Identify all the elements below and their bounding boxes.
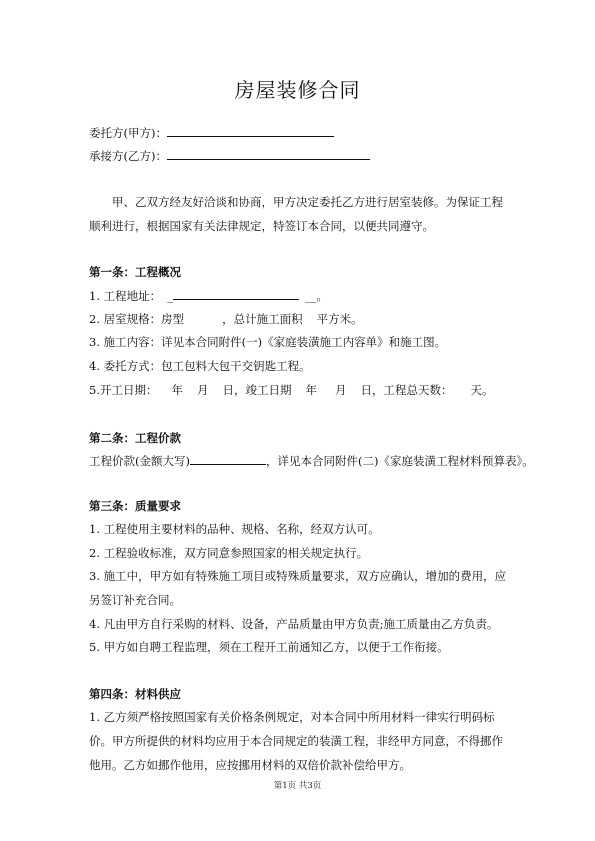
section-1-item-5 [89, 382, 493, 398]
section-3-item-1: 1. 工程使用主要材料的品种、规格、名称，经双方认可。 [89, 522, 380, 536]
price-suffix: ，详见本合同附件(二)《家庭装潢工程材料预算表》。 [265, 454, 534, 468]
client-blank-field[interactable] [167, 125, 334, 137]
total-days-label: 日，工程总天数： [360, 383, 453, 397]
end-year: 年 [305, 383, 317, 397]
start-year: 年 [171, 383, 183, 397]
address-suffix: __。 [304, 289, 328, 303]
area-unit: 平方米。 [316, 312, 363, 326]
price-blank-field[interactable] [190, 453, 266, 465]
intro-paragraph: 甲、乙双方经友好洽谈和协商，甲方决定委托乙方进行居室装修。为保证工程顺利进行，根据国家有关法律规定，特签订本合同，以便共同遵守。 [89, 195, 503, 233]
total-days-unit: 天。 [470, 383, 494, 397]
section-3-item-4: 4. 凡由甲方自行采购的材料、设备，产品质量由甲方负责;施工质量由乙方负责。 [89, 617, 499, 631]
section-1-item-4: 4. 委托方式：包工包料大包干交钥匙工程。 [89, 359, 311, 373]
section-1-item-1 [89, 288, 328, 304]
client-label: 委托方(甲方)： [89, 126, 167, 140]
address-blank-field[interactable] [173, 288, 299, 300]
client-party-line [89, 125, 334, 141]
section-3-heading: 第三条：质量要求 [89, 499, 181, 513]
room-type-label: 2. 居室规格：房型 [89, 312, 185, 326]
section-1-heading: 第一条：工程概况 [89, 265, 181, 279]
section-1-item-3: 3. 施工内容：详见本合同附件(一)《家庭装潢施工内容单》和施工图。 [89, 335, 447, 349]
contractor-blank-field[interactable] [167, 148, 370, 160]
start-month: 月 [196, 383, 209, 397]
end-month: 月 [334, 383, 347, 397]
document-title: 房屋装修合同 [234, 78, 361, 102]
section-2-heading: 第二条：工程价款 [89, 431, 181, 445]
end-date-label: 日，竣工日期 [222, 383, 292, 397]
start-date-label: 5.开工日期： [89, 383, 158, 397]
section-4-item-1: 1. 乙方须严格按照国家有关价格条例规定，对本合同中所用材料一律实行明码标价。甲方所提供的材料均应用于本合同规定的装潢工程，非经甲方同意，不得挪作他用。乙方如挪作他用，应按挪用材料的双倍价款补偿给甲方。 [89, 710, 503, 772]
area-label: ，总计施工面积 [222, 312, 303, 326]
price-label: 工程价款(金额大写) [89, 454, 190, 468]
section-2-text [89, 453, 534, 469]
address-label: 1. 工程地址： [89, 289, 162, 303]
page-footer: 第1页 共3页 [273, 781, 322, 791]
section-4-heading: 第四条：材料供应 [89, 687, 181, 701]
section-3-item-3: 3. 施工中，甲方如有特殊施工项目或特殊质量要求，双方应确认，增加的费用，应另签订补充合同。 [89, 569, 507, 607]
section-3-item-2: 2. 工程验收标准，双方同意参照国家的相关规定执行。 [89, 546, 369, 560]
contractor-label: 承接方(乙方)： [89, 149, 167, 163]
contractor-party-line [89, 148, 370, 164]
address-underscore: _ [167, 289, 173, 303]
section-3-item-5: 5. 甲方如自聘工程监理，须在工程开工前通知乙方，以便于工作衔接。 [89, 640, 449, 654]
section-1-item-2 [89, 311, 363, 327]
